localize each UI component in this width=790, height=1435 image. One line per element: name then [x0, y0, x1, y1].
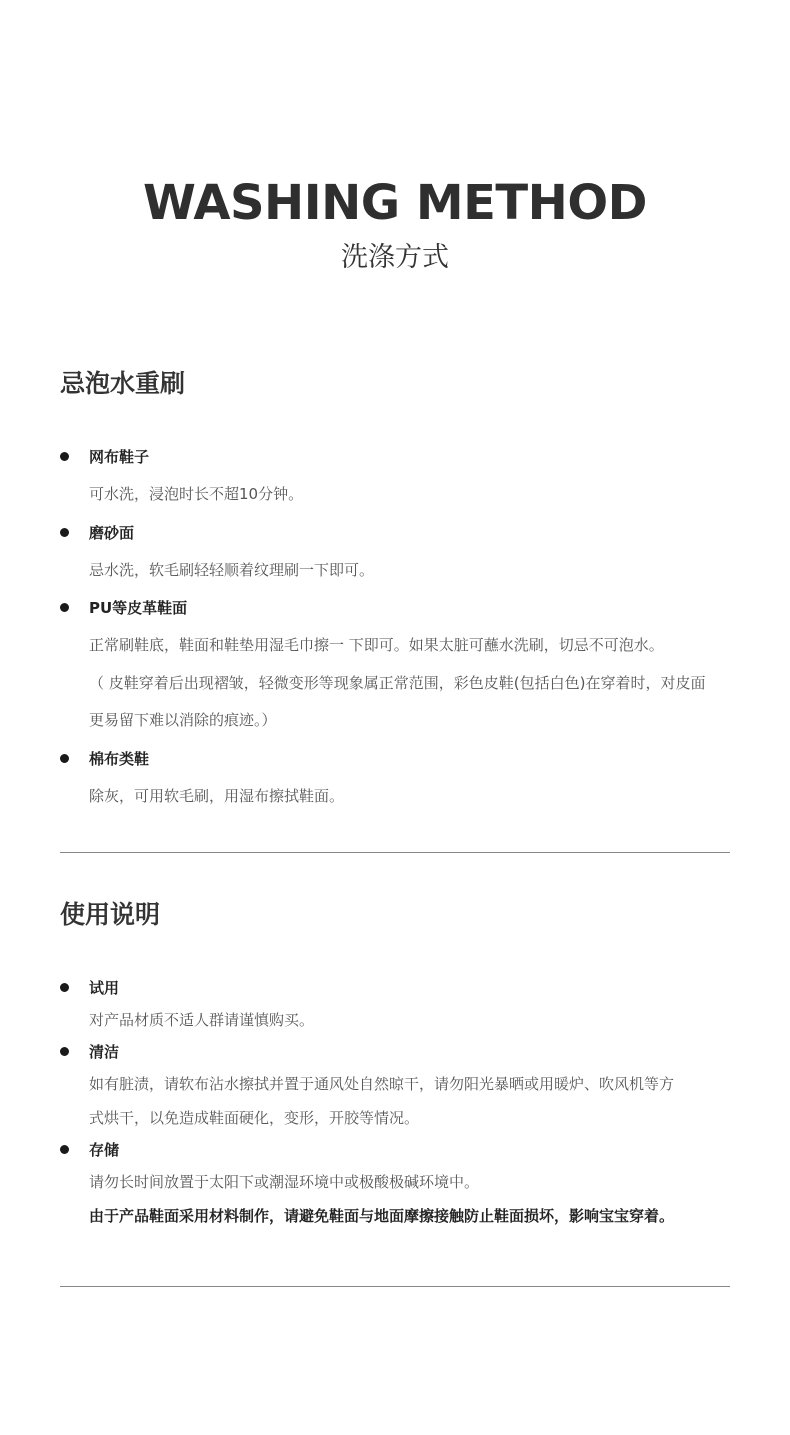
item-heading [60, 597, 750, 619]
item-heading [60, 1139, 750, 1161]
item-text: 对产品材质不适人群请谨慎购买。 [89, 1011, 315, 1029]
page-title-cn: 洗涤方式 [341, 242, 449, 273]
item-text: 更易留下难以消除的痕迹。） [89, 711, 277, 729]
item-text: （ 皮鞋穿着后出现褶皱，轻微变形等现象属正常范围，彩色皮鞋(包括白色)在穿着时，对皮面 [89, 673, 706, 692]
page-title-en: WASHING METHOD [143, 175, 647, 231]
list-item [60, 1139, 750, 1233]
section-divider [60, 1286, 730, 1287]
item-text: 请勿长时间放置于太阳下或潮湿环境中或极酸极碱环境中。 [89, 1173, 480, 1191]
section-usage [60, 899, 750, 1237]
item-heading [60, 446, 750, 468]
list-item [60, 977, 750, 1037]
item-list [60, 977, 750, 1233]
item-text: 可水洗，浸泡时长不超10分钟。 [89, 485, 304, 503]
item-heading-text: 存储 [89, 1141, 120, 1159]
section-title: 忌泡水重刷 [60, 369, 186, 398]
item-heading-text: 网布鞋子 [89, 448, 150, 466]
item-heading-text: 清洁 [89, 1043, 120, 1061]
item-text: 式烘干，以免造成鞋面硬化，变形，开胶等情况。 [89, 1109, 420, 1127]
bullet-icon [60, 1145, 69, 1154]
item-body [60, 627, 750, 740]
page-header [0, 175, 790, 275]
item-body [60, 476, 750, 514]
item-heading-text: 棉布类鞋 [89, 749, 150, 768]
item-heading-text: PU等皮革鞋面 [89, 599, 188, 617]
item-text: 忌水洗，软毛刷轻轻顺着纹理刷一下即可。 [89, 560, 375, 579]
item-body [60, 1067, 750, 1135]
item-heading [60, 748, 750, 770]
item-heading [60, 1041, 750, 1063]
bullet-icon [60, 1047, 69, 1056]
item-body [60, 552, 750, 590]
list-item [60, 446, 750, 514]
item-body [60, 1003, 750, 1037]
bullet-icon [60, 603, 69, 612]
item-body [60, 778, 750, 816]
list-item [60, 748, 750, 816]
item-heading [60, 522, 750, 544]
item-list [60, 446, 750, 815]
item-text: 正常刷鞋底，鞋面和鞋垫用湿毛巾擦一 下即可。如果太脏可蘸水洗刷，切忌不可泡水。 [89, 636, 664, 654]
section-title: 使用说明 [60, 900, 161, 929]
item-body [60, 1165, 750, 1233]
item-heading [60, 977, 750, 999]
list-item [60, 522, 750, 590]
bullet-icon [60, 528, 69, 537]
bullet-icon [60, 754, 69, 763]
section-washing [60, 368, 750, 823]
item-heading-text: 磨砂面 [89, 523, 135, 542]
bullet-icon [60, 983, 69, 992]
item-text: 除灰，可用软毛刷，用湿布擦拭鞋面。 [89, 786, 345, 805]
section-divider [60, 852, 730, 853]
list-item [60, 1041, 750, 1135]
item-text: 如有脏渍，请软布沾水擦拭并置于通风处自然晾干，请勿阳光暴晒或用暖炉、吹风机等方 [89, 1075, 675, 1093]
item-note: 由于产品鞋面采用材料制作，请避免鞋面与地面摩擦接触防止鞋面损坏，影响宝宝穿着。 [89, 1207, 675, 1225]
bullet-icon [60, 452, 69, 461]
item-heading-text: 试用 [89, 979, 120, 997]
list-item [60, 597, 750, 740]
